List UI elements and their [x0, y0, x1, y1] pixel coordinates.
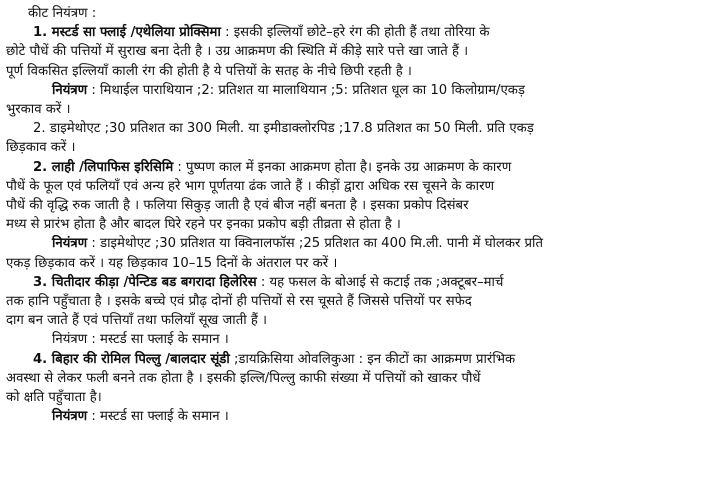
pest-4-heading: 4. बिहार की रोमिल पिल्लु /बालदार सूंडी	[33, 351, 230, 367]
pest-1-control-line	[6, 81, 702, 100]
control-label: नियंत्रण	[52, 82, 88, 98]
pest-2-control-line: एकड़ छिड़काव करें । यह छिड़काव 10–15 दिनों के अंतराल पर करें ।	[6, 255, 338, 271]
pest-1-heading: 1. मस्टर्ड सा फ्लाई /एथेलिया प्रोक्सिमा	[33, 25, 221, 41]
pest-4-desc-line: अवस्था से लेकर फली बनने तक होता है । इसकी इल्लि/पिल्लु काफी संख्या में पत्तियों को खाकर पौधें	[6, 370, 481, 386]
control-label: नियंत्रण	[52, 236, 88, 252]
pest-1-control-line: भुरकाव करें ।	[6, 102, 71, 118]
section-title: कीट नियंत्रण :	[28, 6, 97, 21]
pest-3-heading: 3. चितीदार कीड़ा /पेन्टिड बड बगरादा हिलेरिस	[33, 274, 257, 290]
control-text: : मस्टर्ड सा फ्लाई के समान ।	[87, 409, 229, 425]
pest-2-desc-line: पौधें की वृद्धि रुक जाती है । फलिया सिकुड़ जाती है एवं बीज नहीं बनता है । इसका प्रकोप दिसंबर	[6, 198, 469, 214]
pest-2-heading: 2. लाही /लिपाफिस इरिसिमि	[33, 159, 174, 175]
pest-4-control-line	[6, 407, 702, 426]
pest-2-desc-line: : पुष्पण काल में इनका आक्रमण होता है। इनके उग्र आक्रमण के कारण	[173, 159, 512, 175]
pest-3-desc-line: दाग बन जाते हैं एवं पत्तियाँ तथा फलियाँ सूख जाती हैं ।	[6, 313, 268, 329]
pest-2-control-line	[6, 234, 702, 253]
pest-4-desc-line: ;डायक्रिसिया ओवलिकुआ : इन कीटों का आक्रमण प्रारंभिक	[229, 351, 516, 367]
pest-1-first-line	[6, 23, 702, 42]
control-text: : मिथाईल पाराथियान ;2: प्रतिशत या मालाथियान ;5: प्रतिशत धूल का 10 किलोग्राम/एकड़	[87, 82, 525, 98]
pest-3-desc-line: : यह फसल के बोआई से कटाई तक ;अक्टूबर–मार्च	[256, 274, 504, 290]
control-label: नियंत्रण	[52, 409, 88, 425]
pest-4-desc-line: को क्षति पहुँचाता है।	[6, 390, 102, 406]
pest-1-desc-line: छोटे पौधें की पत्तियों में सुराख बना देती है । उग्र आक्रमण की स्थिति में कीड़े सारे पत्ते खा जाते हैं ।	[6, 44, 469, 60]
pest-1-desc-line: : इसकी इल्लियाँ छोटे–हरे रंग की होती हैं तथा तोरिया के	[220, 25, 490, 41]
pest-3-first-line	[6, 273, 702, 292]
pest-4-first-line	[6, 350, 702, 369]
pest-3-desc-line: तक हानि पहुँचाता है । इसके बच्चे एवं प्रौढ़ दोनों ही पत्तियों से रस चूसते हैं जिससे पत्तियों पर सफेद	[6, 294, 472, 310]
pest-2-first-line	[6, 158, 702, 177]
control-text: : डाइमेथोएट ;30 प्रतिशत या क्विनालफॉस ;25 प्रतिशत का 400 मि.ली. पानी में घोलकर प्रति	[87, 236, 543, 252]
pest-2-desc-line: मध्य से प्रारंभ होता है और बादल घिरे रहने पर इनका प्रकोप बड़ी तीव्रता से होता है ।	[6, 217, 401, 233]
pest-1-extra-line: 2. डाइमेथोएट ;30 प्रतिशत का 300 मिली. या इमीडाक्लोरपिड ;17.8 प्रतिशत का 50 मिली. प्रति एकड़	[33, 121, 534, 137]
pest-1-extra-line: छिड़काव करें ।	[6, 140, 76, 156]
pest-2-desc-line: पौधें के फूल एवं फलियाँ एवं अन्य हरे भाग पूर्णतया ढंक जाते हैं । कीड़ों द्वारा अधिक रस चूसने के कारण	[6, 178, 494, 194]
pest-3-control-line: नियंत्रण : मस्टर्ड सा फ्लाई के समान ।	[52, 332, 229, 348]
pest-1-desc-line: पूर्ण विकसित इल्लियाँ काली रंग की होती है ये पत्तियों के सतह के नीचे छिपी रहती है ।	[6, 63, 412, 79]
